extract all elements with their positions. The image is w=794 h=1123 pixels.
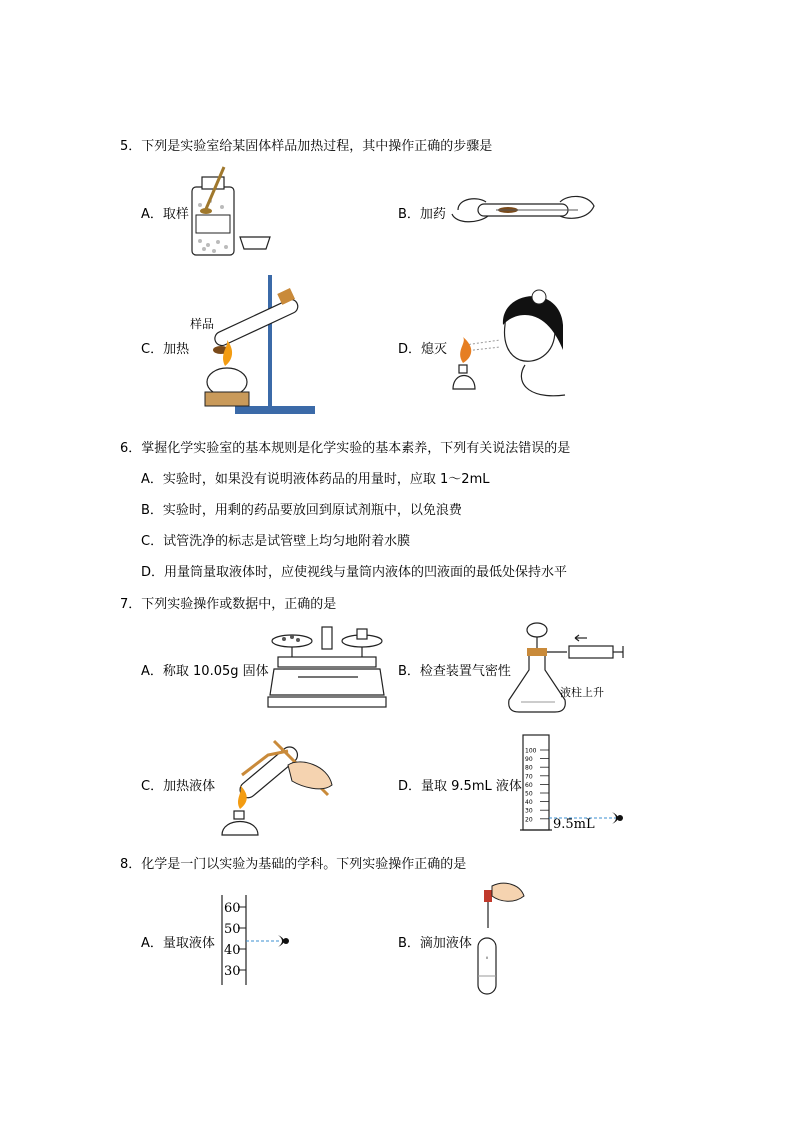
q5-option-d: D．熄灭	[398, 342, 448, 357]
question-8-stem: 8．化学是一门以实验为基础的学科。下列实验操作正确的是	[120, 857, 467, 872]
q7-option-c: C．加热液体	[141, 779, 216, 794]
cylinder-tick-label: 50	[525, 790, 533, 798]
extinguish-illustration	[445, 285, 575, 410]
cylinder-tick-label: 20	[525, 816, 533, 824]
q6-option-b: B．实验时，用剩的药品要放回到原试剂瓶中，以免浪费	[141, 503, 462, 518]
q5-option-c: C．加热	[141, 342, 190, 357]
cylinder-tick-label: 70	[525, 773, 533, 781]
cylinder-tick-label: 40	[525, 799, 533, 807]
q5-sample-label: 样品	[190, 317, 215, 331]
q7-option-b: B．检查装置气密性	[398, 664, 511, 679]
question-5-stem: 5．下列是实验室给某固体样品加热过程，其中操作正确的步骤是	[120, 139, 493, 154]
balance-illustration	[268, 625, 386, 710]
cylinder-tick-label: 100	[525, 747, 537, 755]
q7-b-label: 液柱上升	[560, 686, 604, 699]
cylinder-tick-label: 30	[224, 964, 241, 979]
reagent-bottle-illustration	[188, 165, 280, 260]
cylinder-tick-label: 90	[525, 756, 533, 764]
q8-option-b: B．滴加液体	[398, 936, 472, 951]
q8-option-a: A．量取液体	[141, 936, 215, 951]
test-tube-horizontal-illustration	[448, 190, 598, 230]
q6-option-a: A．实验时，如果没有说明液体药品的用量时，应取 1～2mL	[141, 472, 490, 487]
q6-option-d: D．用量筒量取液体时，应使视线与量筒内液体的凹液面的最低处保持水平	[141, 565, 568, 580]
cylinder-tick-label: 50	[224, 922, 241, 937]
cylinder-tick-label: 40	[224, 943, 241, 958]
q5-option-a: A．取样	[141, 207, 189, 222]
q7-option-d: D．量取 9.5mL 液体	[398, 779, 522, 794]
cylinder-tick-label: 30	[525, 807, 533, 815]
question-7-stem: 7．下列实验操作或数据中，正确的是	[120, 597, 337, 612]
reading-cylinder-illustration	[218, 895, 298, 987]
q6-option-c: C．试管洗净的标志是试管壁上均匀地附着水膜	[141, 534, 411, 549]
heating-liquid-illustration	[218, 725, 338, 840]
heating-apparatus-illustration	[195, 270, 325, 420]
q7-d-reading: 9.5mL	[553, 817, 595, 832]
q5-option-b: B．加药	[398, 207, 446, 222]
question-6-stem: 6．掌握化学实验室的基本规则是化学实验的基本素养，下列有关说法错误的是	[120, 441, 571, 456]
cylinder-tick-label: 60	[525, 781, 533, 789]
cylinder-tick-label: 80	[525, 764, 533, 772]
airtightness-apparatus-illustration	[515, 620, 630, 718]
q7-option-a: A．称取 10.05g 固体	[141, 664, 269, 679]
dropper-illustration	[470, 880, 530, 998]
cylinder-tick-label: 60	[224, 901, 241, 916]
